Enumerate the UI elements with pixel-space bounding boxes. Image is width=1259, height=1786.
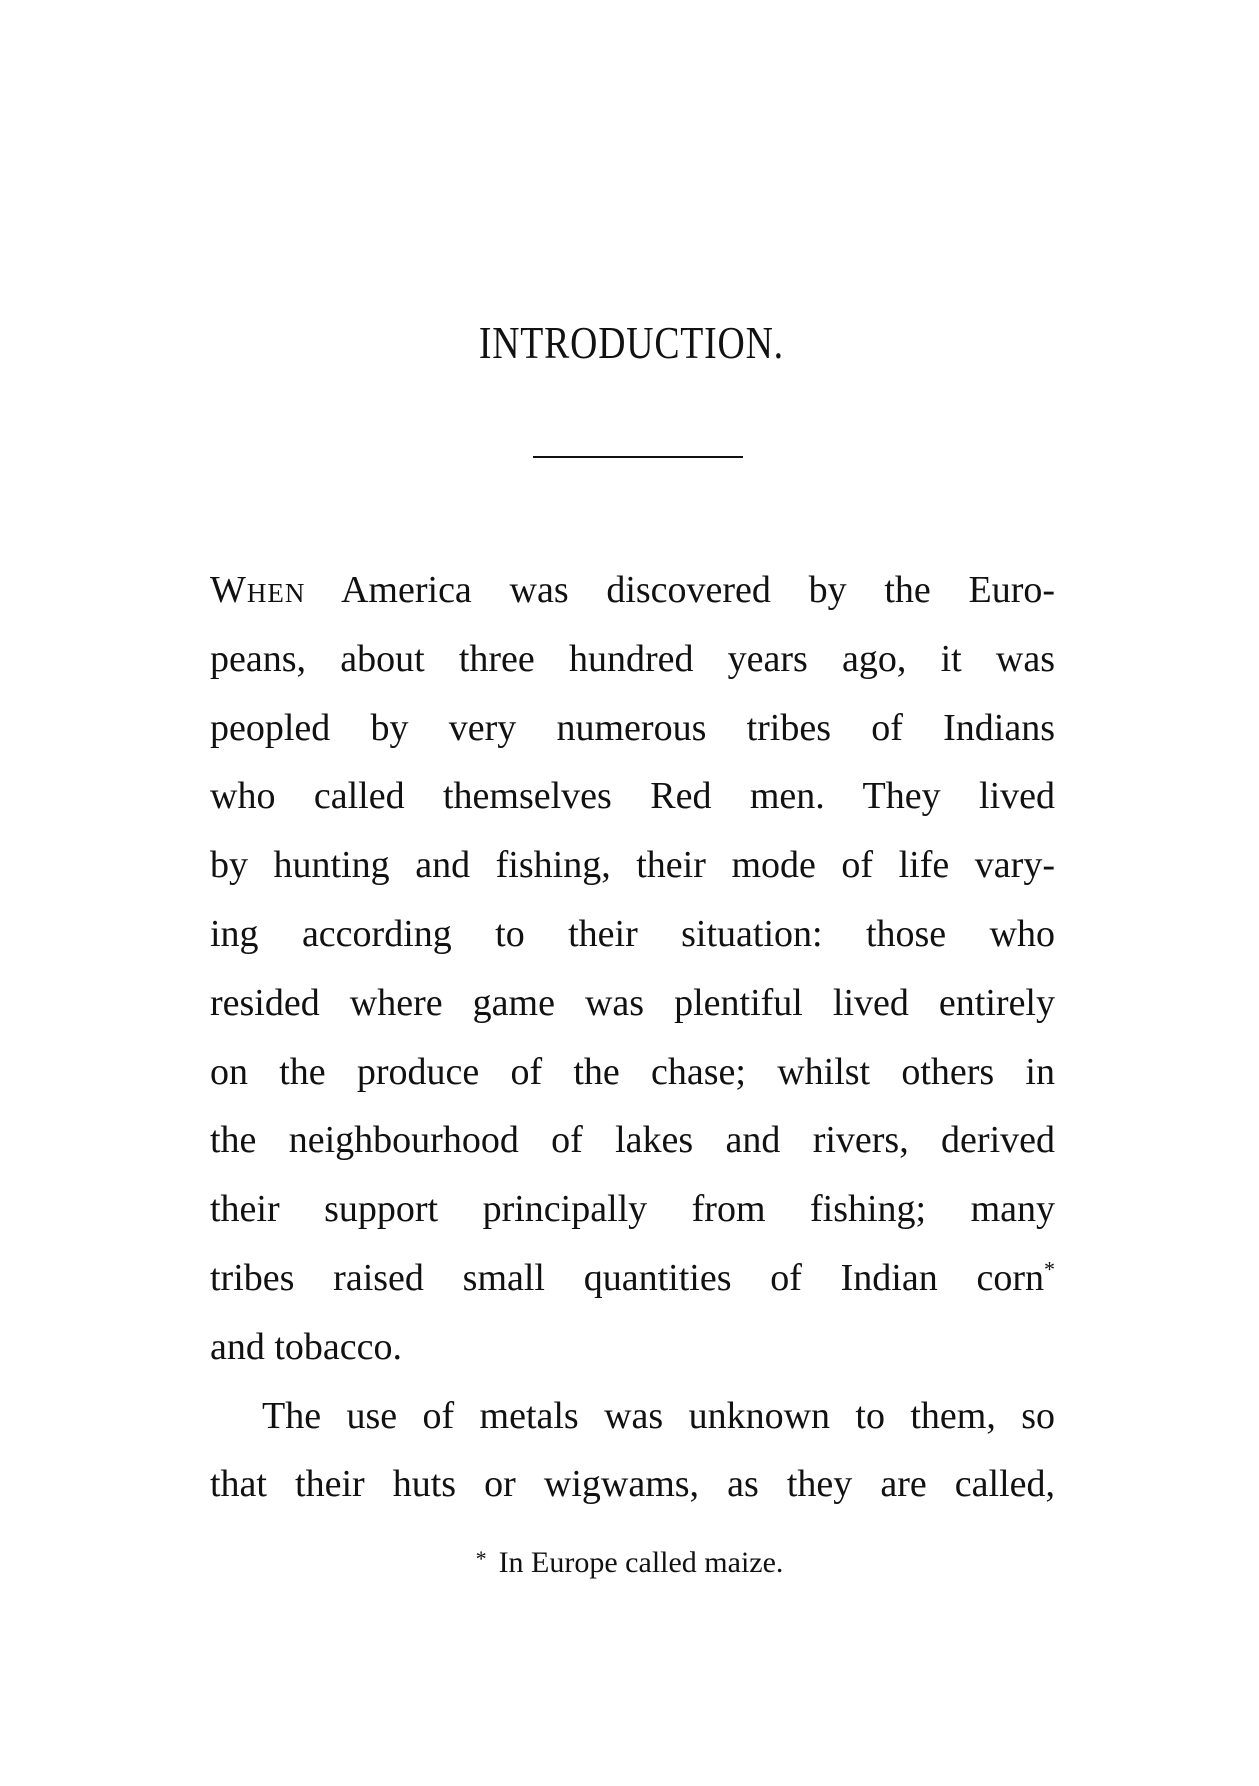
paragraph-1-line-12: and tobacco. bbox=[210, 1325, 403, 1368]
paragraph-1-line-4: who called themselves Red men. They lived bbox=[210, 775, 1055, 818]
page-title: INTRODUCTION. bbox=[478, 317, 784, 368]
title-divider bbox=[533, 456, 743, 458]
line-text: America was discovered by the Euro- bbox=[340, 569, 1056, 611]
footnote-marker: * bbox=[475, 1546, 487, 1571]
paragraph-1-line-3: peopled by very numerous tribes of Indians bbox=[210, 706, 1055, 749]
paragraph-1-line-7: resided where game was plentiful lived entirely bbox=[210, 981, 1055, 1024]
footnote-reference: * bbox=[1044, 1256, 1055, 1282]
paragraph-1-line-11 bbox=[210, 1244, 1055, 1313]
paragraph-1-line-5: by hunting and fishing, their mode of life vary- bbox=[210, 844, 1055, 887]
line-text: tribes raised small quantities of Indian corn bbox=[210, 1256, 1044, 1299]
paragraph-2-line-2: that their huts or wigwams, as they are called, bbox=[210, 1463, 1055, 1506]
paragraph-1-line-9: the neighbourhood of lakes and rivers, derived bbox=[210, 1119, 1055, 1162]
lead-word: When bbox=[210, 569, 306, 611]
paragraph-1-line-8: on the produce of the chase; whilst others in bbox=[210, 1050, 1055, 1093]
paragraph-1-line-1 bbox=[210, 556, 1055, 625]
body-text bbox=[210, 556, 1055, 1519]
paragraph-2-line-1: The use of metals was unknown to them, so bbox=[262, 1394, 1055, 1437]
paragraph-1-line-6: ing according to their situation: those who bbox=[210, 912, 1055, 955]
footnote-text: In Europe called maize. bbox=[498, 1546, 784, 1579]
paragraph-1-line-2: peans, about three hundred years ago, it was bbox=[210, 637, 1055, 680]
paragraph-1-line-10: their support principally from fishing; many bbox=[210, 1188, 1055, 1231]
footnote bbox=[0, 1548, 1259, 1578]
